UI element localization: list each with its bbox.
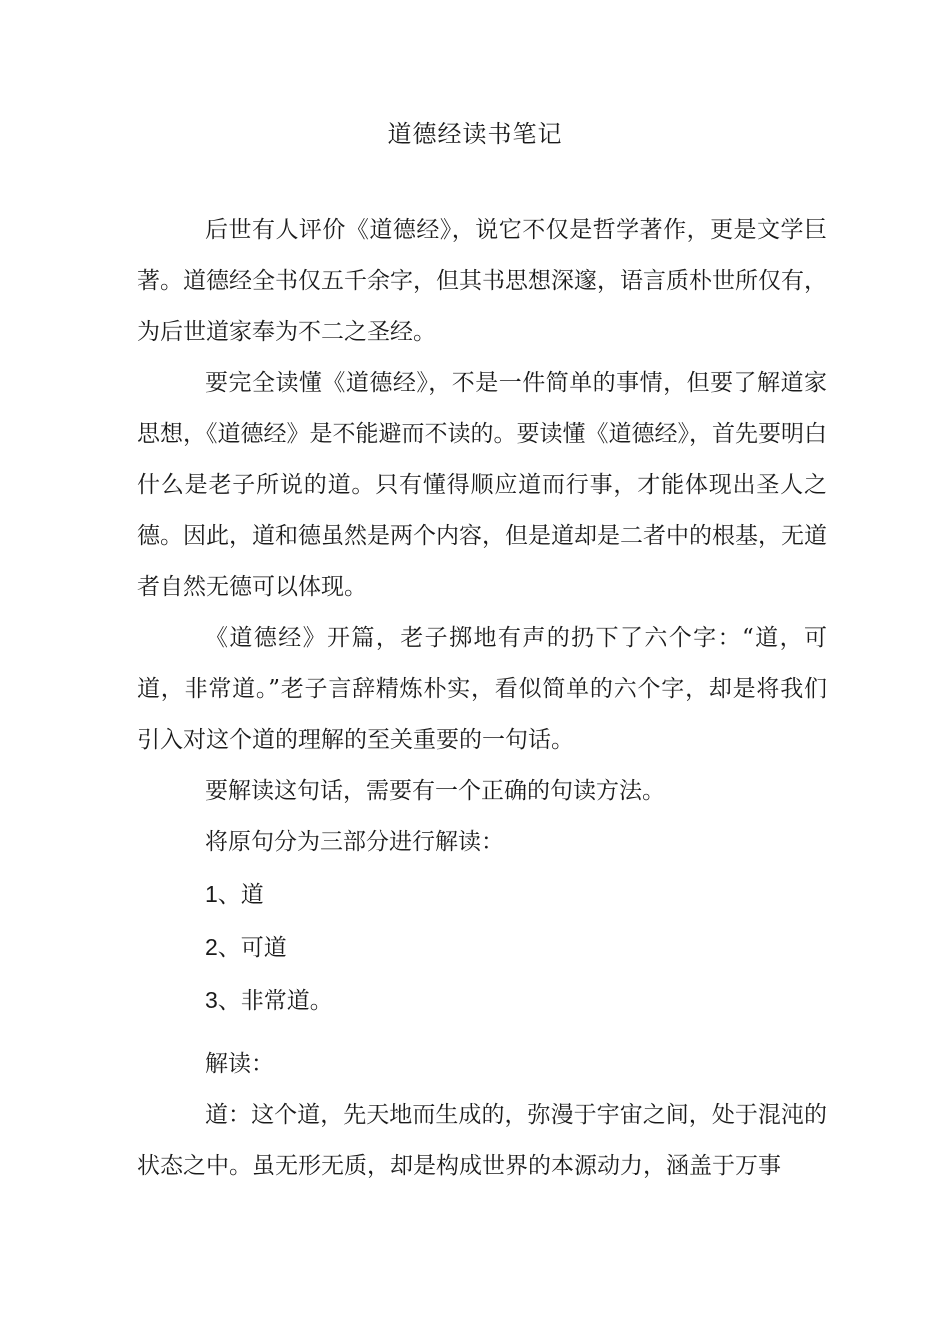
paragraph-2: 要完全读懂《道德经》，不是一件简单的事情，但要了解道家思想，《道德经》是不能避而不读的。要读懂《道德经》，首先要明白什么是老子所说的道。只有懂得顺应道而行事，才能体现出圣人之德。因此，道和德虽然是两个内容，但是道却是二者中的根基，无道者自然无德可以体现。 [137, 370, 827, 600]
document-title: 道德经读书笔记 [387, 120, 563, 148]
method-line: 要解读这句话，需要有一个正确的句读方法。 [205, 778, 665, 804]
list-item [137, 974, 827, 1027]
reading-list [137, 868, 827, 1027]
document-body [137, 205, 827, 1192]
spacer [137, 1027, 827, 1039]
list-item [137, 868, 827, 921]
list-number: 2 [205, 934, 218, 960]
paragraph-1: 后世有人评价《道德经》，说它不仅是哲学著作，更是文学巨著。道德经全书仅五千余字，但其书思想深邃，语言质朴世所仅有，为后世道家奉为不二之圣经。 [137, 217, 827, 345]
list-text: 可道 [240, 935, 287, 961]
paragraph-3: 《道德经》开篇，老子掷地有声的扔下了六个字：“道，可道，非常道。”老子言辞精炼朴实，看似简单的六个字，却是将我们引入对这个道的理解的至关重要的一句话。 [137, 625, 827, 753]
jiedu-label: 解读： [205, 1051, 274, 1077]
list-text: 道 [240, 882, 264, 908]
list-separator: 、 [217, 882, 241, 908]
split-line: 将原句分为三部分进行解读： [205, 829, 504, 855]
final-paragraph: 道：这个道，先天地而生成的，弥漫于宇宙之间，处于混沌的状态之中。虽无形无质，却是构成世界的本源动力，涵盖于万事 [137, 1102, 827, 1179]
list-text: 非常道。 [240, 988, 333, 1014]
list-separator: 、 [217, 988, 241, 1014]
list-number: 1 [205, 881, 218, 907]
list-separator: 、 [217, 935, 241, 961]
list-number: 3 [205, 987, 218, 1013]
list-item [137, 921, 827, 974]
